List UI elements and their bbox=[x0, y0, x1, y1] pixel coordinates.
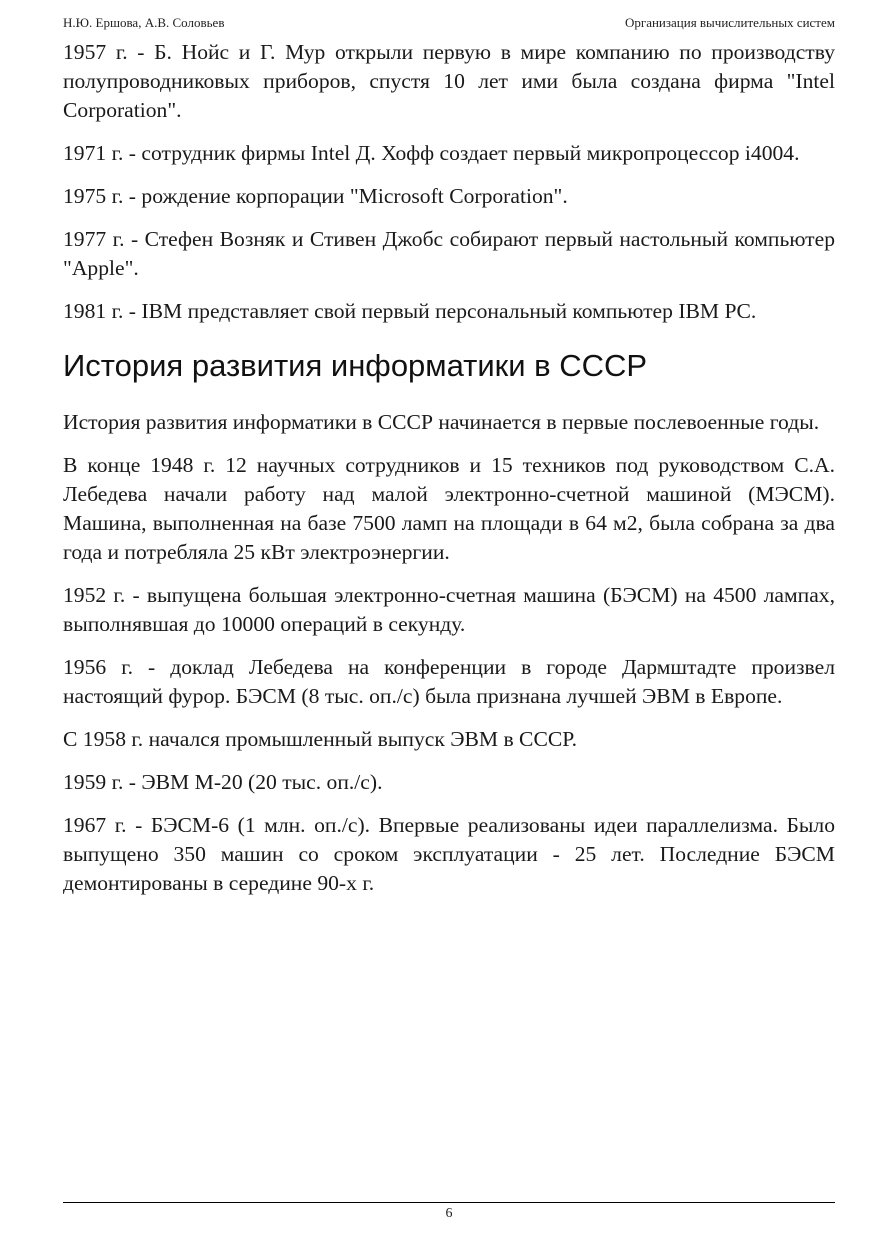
section-heading: История развития информатики в СССР bbox=[63, 348, 648, 383]
paragraph-1956: 1956 г. - доклад Лебедева на конференции в городе Дармштадте произвел настоящий фурор. БЭСМ (8 тыс. оп./с) была признана лучшей ЭВМ в Европе. bbox=[63, 655, 835, 708]
paragraph-1977: 1977 г. - Стефен Возняк и Стивен Джобс собирают первый настольный компьютер "Apple". bbox=[63, 227, 835, 280]
document-page bbox=[63, 0, 835, 1241]
paragraph-1948: В конце 1948 г. 12 научных сотрудников и 15 техников под руководством С.А. Лебедева начали работу над малой электронно-счетной машиной (МЭСМ). Машина, выполненная на базе 7500 ламп на площади в 64 м2, была собрана за два года и потребляла 25 кВт электроэнергии. bbox=[63, 453, 835, 564]
footer-divider bbox=[63, 1202, 835, 1203]
paragraph-1971: 1971 г. - сотрудник фирмы Intel Д. Хофф создает первый микропроцессор i4004. bbox=[63, 141, 800, 165]
running-header bbox=[63, 15, 835, 31]
page-body bbox=[63, 38, 835, 912]
paragraph-1981: 1981 г. - IBM представляет свой первый персональный компьютер IBM PC. bbox=[63, 299, 757, 323]
paragraph-1958: С 1958 г. начался промышленный выпуск ЭВМ в СССР. bbox=[63, 727, 577, 751]
paragraph-1959: 1959 г. - ЭВМ М-20 (20 тыс. оп./с). bbox=[63, 770, 383, 794]
header-book-title: Организация вычислительных систем bbox=[624, 15, 835, 30]
paragraph-ussr-intro: История развития информатики в СССР начинается в первые послевоенные годы. bbox=[63, 410, 820, 434]
paragraph-1957: 1957 г. - Б. Нойс и Г. Мур открыли первую в мире компанию по производству полупроводниковых приборов, спустя 10 лет ими была создана фирма "Intel Corporation". bbox=[63, 40, 835, 122]
paragraph-1975: 1975 г. - рождение корпорации "Microsoft Corporation". bbox=[63, 184, 568, 208]
header-authors: Н.Ю. Ершова, А.В. Соловьев bbox=[63, 15, 225, 30]
paragraph-1952: 1952 г. - выпущена большая электронно-счетная машина (БЭСМ) на 4500 лампах, выполнявшая до 10000 операций в секунду. bbox=[63, 583, 835, 636]
paragraph-1967: 1967 г. - БЭСМ-6 (1 млн. оп./с). Впервые реализованы идеи параллелизма. Было выпущено 350 машин со сроком эксплуатации - 25 лет. Последние БЭСМ демонтированы в середине 90-х г. bbox=[63, 813, 835, 895]
page-number: 6 bbox=[445, 1206, 453, 1221]
